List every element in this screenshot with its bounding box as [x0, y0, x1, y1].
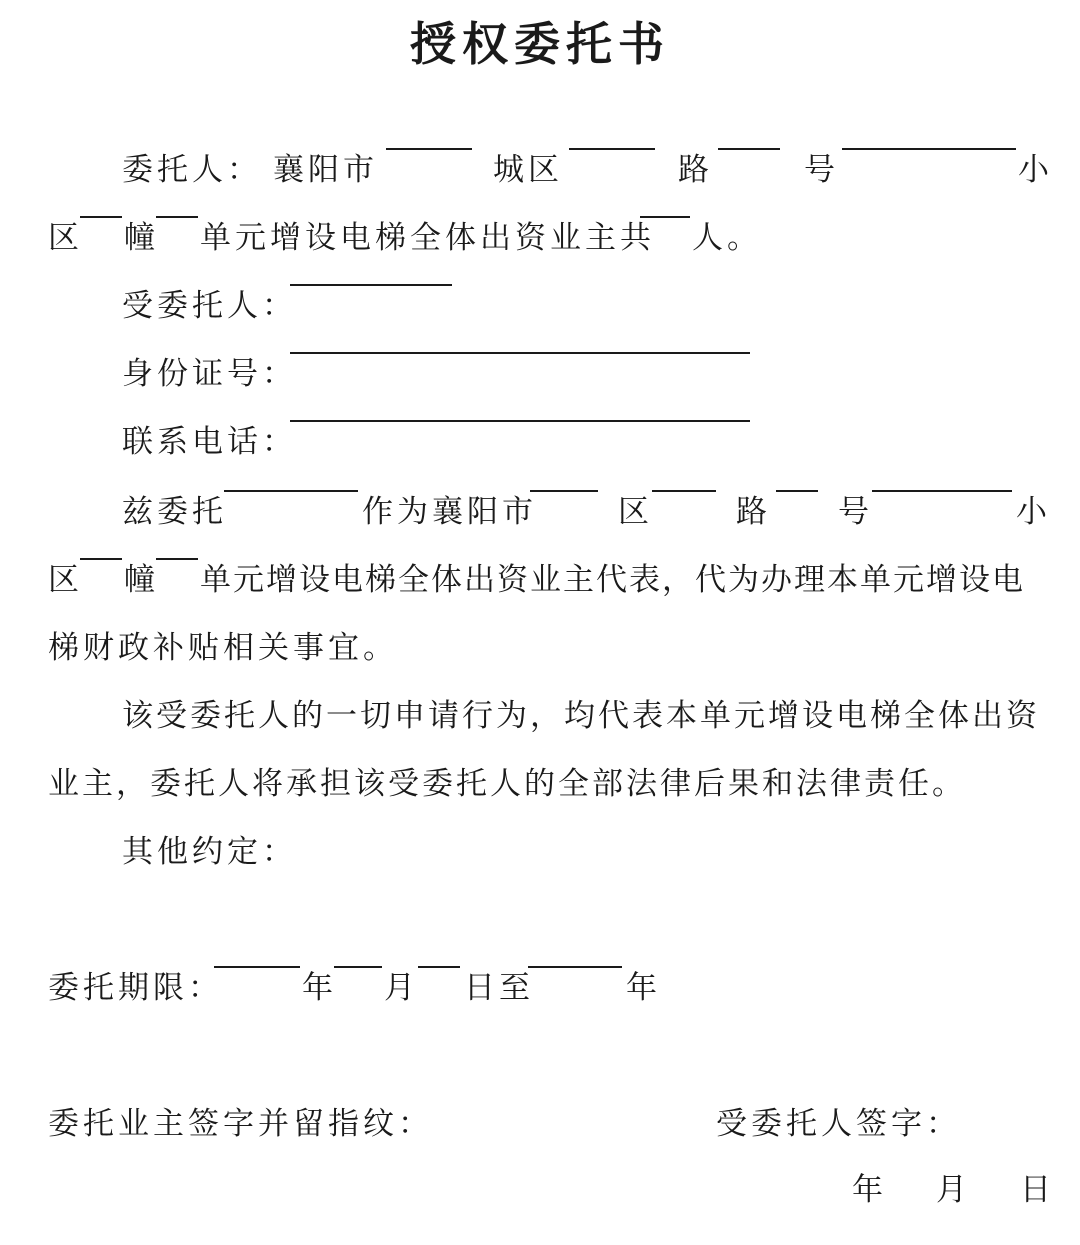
trustee-signature-label: 受委托人签字： [716, 1106, 961, 1142]
phone-blank[interactable] [290, 420, 750, 422]
entrust-community2-blank[interactable] [80, 558, 122, 560]
entrust-number-text: 号 [838, 494, 873, 530]
date-month-text: 月 [936, 1172, 971, 1208]
xiao-text: 小 [1018, 152, 1053, 188]
entrust-line3-text: 梯财政补贴相关事宜。 [48, 630, 398, 666]
number-blank[interactable] [842, 148, 1016, 150]
entrust-qu-text: 区 [618, 494, 653, 530]
grantor-label: 委托人： [122, 152, 262, 188]
owner-signature-label: 委托业主签字并留指纹： [48, 1106, 433, 1142]
id-blank[interactable] [290, 352, 750, 354]
entrust-building-text: 幢 [124, 562, 159, 598]
building-text: 幢 [124, 220, 159, 256]
unit-text: 单元增设电梯全体出资业主共 [200, 220, 655, 256]
road-text: 路 [678, 152, 713, 188]
document-title: 授权委托书 [410, 17, 670, 71]
entrust-line2-text: 单元增设电梯全体出资业主代表，代为办理本单元增设电 [200, 562, 1025, 598]
ren-text: 人。 [692, 220, 762, 256]
district-blank[interactable] [569, 148, 655, 150]
term-day-blank[interactable] [418, 966, 460, 968]
term-year-text: 年 [302, 970, 337, 1006]
entrust-road-text: 路 [736, 494, 771, 530]
term-month-text: 月 [384, 970, 419, 1006]
community-blank[interactable] [80, 216, 122, 218]
other-label: 其他约定： [122, 834, 297, 870]
entrust-building-blank[interactable] [156, 558, 198, 560]
entrust-number-blank[interactable] [776, 490, 818, 492]
number-text: 号 [804, 152, 839, 188]
as-city-text: 作为襄阳市 [362, 494, 537, 530]
liability-text-1: 该受委托人的一切申请行为，均代表本单元增设电梯全体出资 [122, 698, 1040, 734]
entrust-qu2-text: 区 [48, 562, 83, 598]
entrust-district-blank[interactable] [530, 490, 598, 492]
liability-text-2: 业主，委托人将承担该受委托人的全部法律后果和法律责任。 [48, 766, 966, 802]
phone-label: 联系电话： [122, 424, 297, 460]
city-text: 襄阳市 [273, 152, 378, 188]
id-label: 身份证号： [122, 356, 297, 392]
trustee-blank[interactable] [290, 284, 452, 286]
trustee-label: 受委托人： [122, 288, 297, 324]
date-day-text: 日 [1020, 1172, 1055, 1208]
entrust-community-blank[interactable] [872, 490, 1012, 492]
term-end-year-blank[interactable] [528, 966, 622, 968]
qu-text: 区 [48, 220, 83, 256]
term-day-to-text: 日至 [464, 970, 534, 1006]
entrust-lead: 兹委托 [122, 494, 227, 530]
term-label: 委托期限： [48, 970, 223, 1006]
entrust-road-blank[interactable] [652, 490, 716, 492]
building-blank[interactable] [156, 216, 198, 218]
date-year-text: 年 [852, 1172, 887, 1208]
term-start-year-blank[interactable] [214, 966, 300, 968]
district-text: 城区 [493, 152, 563, 188]
entrust-xiao-text: 小 [1016, 494, 1051, 530]
term-year2-text: 年 [626, 970, 661, 1006]
owner-count-blank[interactable] [640, 216, 690, 218]
city-blank[interactable] [386, 148, 472, 150]
representative-blank[interactable] [224, 490, 358, 492]
term-month-blank[interactable] [334, 966, 382, 968]
road-blank[interactable] [718, 148, 780, 150]
